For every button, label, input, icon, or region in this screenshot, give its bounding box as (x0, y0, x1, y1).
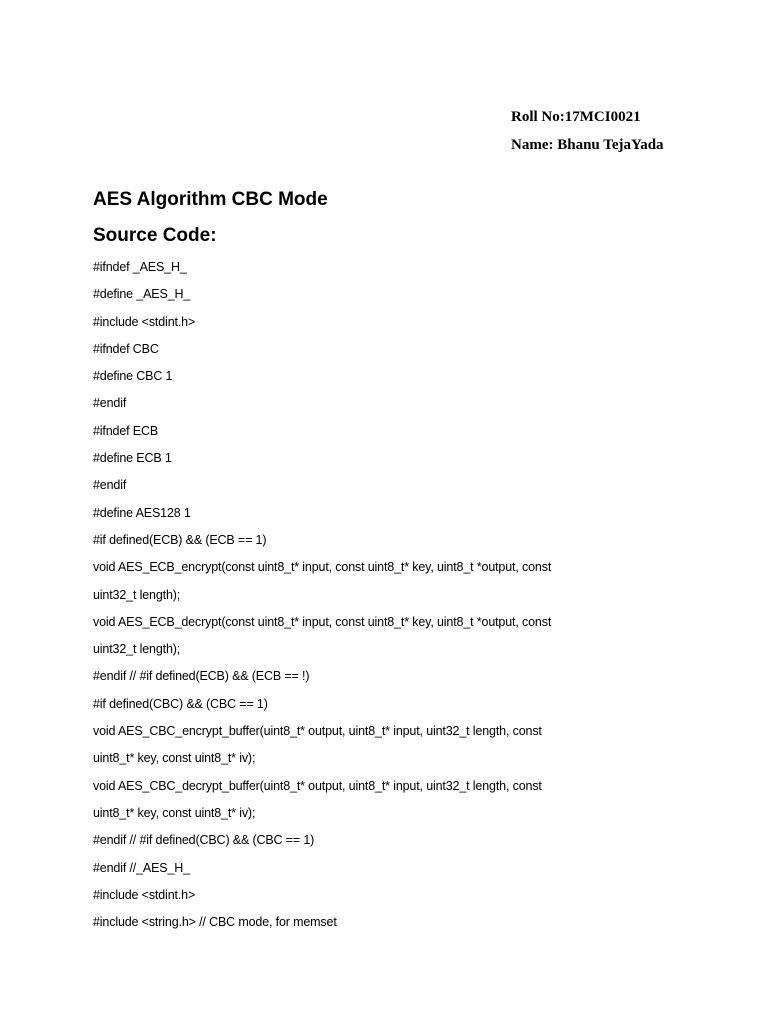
code-line: uint8_t* key, const uint8_t* iv); (93, 751, 256, 766)
code-line: void AES_CBC_decrypt_buffer(uint8_t* output, uint8_t* input, uint32_t length, const (93, 778, 542, 793)
code-line: uint8_t* key, const uint8_t* iv); (93, 805, 256, 820)
code-line: #ifndef CBC (93, 341, 159, 356)
code-line: #if defined(ECB) && (ECB == 1) (93, 532, 267, 547)
code-line: #endif (93, 478, 127, 493)
code-line: #define AES128 1 (93, 505, 191, 520)
code-line: void AES_CBC_encrypt_buffer(uint8_t* output, uint8_t* input, uint32_t length, const (93, 724, 542, 739)
student-info-block (511, 103, 664, 159)
code-line: #endif // #if defined(ECB) && (ECB == !) (93, 669, 310, 684)
roll-number: Roll No:17MCI0021 (511, 109, 641, 125)
code-line: #ifndef _AES_H_ (93, 260, 187, 274)
code-line: #define CBC 1 (93, 369, 173, 384)
code-line: #include <string.h> // CBC mode, for memset (93, 915, 337, 930)
code-line: #include <stdint.h> (93, 314, 196, 329)
code-line: #define _AES_H_ (93, 287, 191, 302)
code-line: #if defined(CBC) && (CBC == 1) (93, 696, 268, 711)
code-line: #define ECB 1 (93, 451, 172, 466)
code-line: void AES_ECB_decrypt(const uint8_t* input, const uint8_t* key, uint8_t *output, const (93, 614, 552, 629)
document-title: AES Algorithm CBC Mode (93, 189, 328, 210)
section-title-source-code: Source Code: (93, 225, 217, 246)
student-name: Name: Bhanu TejaYada (511, 137, 664, 153)
code-line: uint32_t length); (93, 642, 181, 657)
code-line: #endif // #if defined(CBC) && (CBC == 1) (93, 833, 315, 848)
code-line: uint32_t length); (93, 587, 181, 602)
code-line: #ifndef ECB (93, 423, 159, 438)
code-line: #include <stdint.h> (93, 887, 196, 902)
code-line: void AES_ECB_encrypt(const uint8_t* input, const uint8_t* key, uint8_t *output, const (93, 560, 552, 575)
source-code-block (93, 254, 653, 936)
code-line: #endif (93, 396, 127, 411)
code-line: #endif //_AES_H_ (93, 860, 190, 875)
